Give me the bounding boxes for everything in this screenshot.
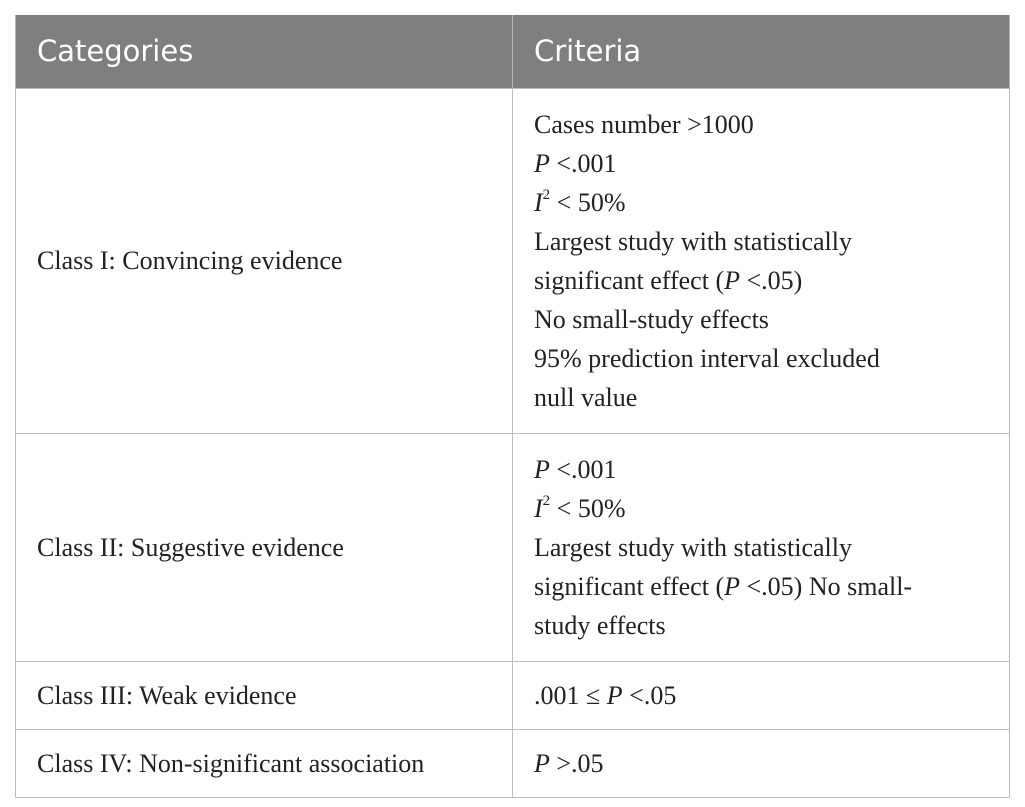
criteria-text: .001 ≤ — [534, 680, 607, 710]
criteria-text: <.05 — [622, 680, 677, 710]
criteria-line: Cases number >1000 — [534, 109, 754, 139]
criteria-line — [534, 489, 989, 528]
evidence-classification-table — [15, 15, 1010, 798]
p-threshold: <.001 — [549, 454, 617, 484]
criteria-text: >.05 — [549, 748, 604, 778]
header-categories: Categories — [16, 15, 513, 88]
table-row — [16, 661, 1010, 729]
criteria-line — [534, 183, 989, 222]
criteria-text: <.05) No small- — [740, 571, 913, 601]
criteria-line — [534, 676, 989, 715]
criteria-line: 95% prediction interval excluded — [534, 343, 880, 373]
p-symbol: P — [534, 748, 550, 778]
criteria-line: No small-study effects — [534, 304, 769, 334]
i-threshold: < 50% — [550, 187, 626, 217]
criteria-text: <.05) — [740, 265, 803, 295]
category-cell: Class II: Suggestive evidence — [16, 433, 513, 661]
table-row — [16, 729, 1010, 797]
criteria-line: Largest study with statistically — [534, 226, 852, 256]
category-cell: Class III: Weak evidence — [16, 661, 513, 729]
p-threshold: <.001 — [549, 148, 617, 178]
p-symbol: P — [724, 265, 740, 295]
criteria-line — [534, 567, 989, 606]
criteria-line — [534, 261, 989, 300]
criteria-text: significant effect ( — [534, 265, 725, 295]
criteria-cell — [513, 661, 1010, 729]
p-symbol: P — [606, 680, 623, 710]
criteria-cell — [513, 729, 1010, 797]
i-symbol: I — [534, 493, 543, 523]
criteria-line — [534, 744, 989, 783]
category-cell: Class I: Convincing evidence — [16, 88, 513, 433]
category-cell: Class IV: Non-significant association — [16, 729, 513, 797]
i-symbol: I — [534, 187, 543, 217]
i-superscript: 2 — [542, 186, 551, 203]
criteria-line: study effects — [534, 610, 666, 640]
p-symbol: P — [534, 454, 550, 484]
criteria-line: Largest study with statistically — [534, 532, 852, 562]
p-symbol: P — [724, 571, 740, 601]
p-symbol: P — [534, 148, 550, 178]
criteria-text: significant effect ( — [534, 571, 725, 601]
header-row — [16, 15, 1010, 88]
criteria-cell — [513, 88, 1010, 433]
criteria-line — [534, 450, 989, 489]
i-threshold: < 50% — [550, 493, 626, 523]
header-criteria: Criteria — [513, 15, 1010, 88]
table-row — [16, 88, 1010, 433]
criteria-cell — [513, 433, 1010, 661]
i-superscript: 2 — [542, 492, 551, 509]
criteria-line: null value — [534, 382, 638, 412]
criteria-line — [534, 144, 989, 183]
table-row — [16, 433, 1010, 661]
